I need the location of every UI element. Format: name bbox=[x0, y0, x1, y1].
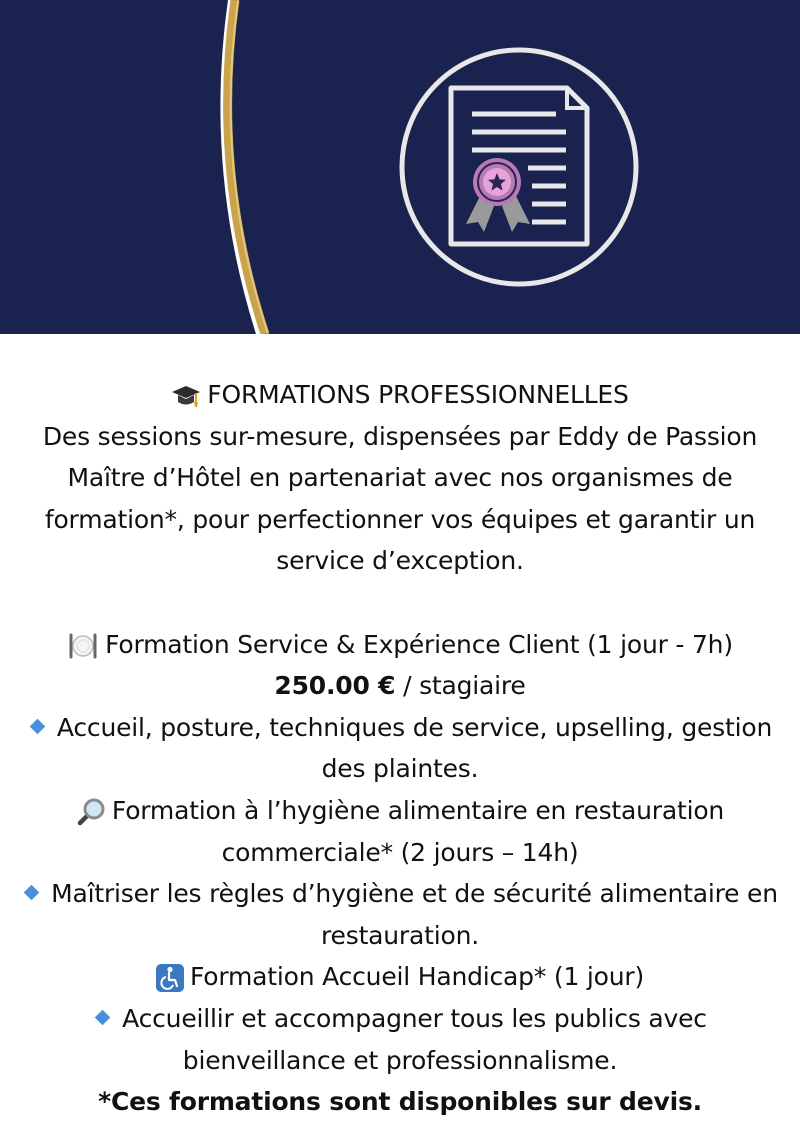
formation-hygiene-title: Formation à l’hygiène alimentaire en restauration bbox=[0, 790, 800, 832]
graduation-cap-icon bbox=[171, 382, 201, 410]
intro-line: Des sessions sur-mesure, dispensées par Eddy de Passion bbox=[42, 421, 758, 451]
diamond-bullet-icon bbox=[24, 885, 40, 901]
bullet-item: Accueillir et accompagner tous les publics avec bbox=[0, 998, 800, 1040]
formation-hygiene-title-continued: commerciale* (2 jours – 14h) bbox=[221, 837, 579, 867]
bullet-item-continued: bienveillance et professionnalisme. bbox=[182, 1045, 618, 1075]
spacer bbox=[0, 582, 800, 624]
bullet-item-continued: restauration. bbox=[321, 920, 479, 950]
bullet-item-continued: des plaintes. bbox=[321, 754, 479, 784]
magnifying-glass-icon bbox=[76, 797, 106, 827]
formation-handicap-title: Formation Accueil Handicap* (1 jour) bbox=[0, 956, 800, 998]
price-line bbox=[0, 665, 800, 707]
footer-note: *Ces formations sont disponibles sur devis. bbox=[98, 1087, 702, 1117]
bullet-item: Accueil, posture, techniques de service, upselling, gestion bbox=[0, 707, 800, 749]
diamond-bullet-icon bbox=[30, 718, 46, 734]
formations-section bbox=[0, 334, 800, 1123]
header-banner bbox=[0, 0, 800, 334]
plate-cutlery-icon bbox=[67, 632, 99, 660]
diamond-bullet-icon bbox=[95, 1010, 111, 1026]
price-value: 250.00 € bbox=[274, 671, 396, 701]
intro-line: Maître d’Hôtel en partenariat avec nos organismes de bbox=[67, 463, 733, 493]
wheelchair-icon bbox=[156, 964, 184, 992]
bullet-item: Maîtriser les règles d’hygiène et de sécurité alimentaire en bbox=[0, 873, 800, 915]
section-title-text: FORMATIONS PROFESSIONNELLES bbox=[207, 380, 629, 409]
formation-service-title: Formation Service & Expérience Client (1 jour - 7h) bbox=[0, 624, 800, 666]
price-unit: / stagiaire bbox=[395, 671, 526, 701]
intro-line: formation*, pour perfectionner vos équipes et garantir un bbox=[44, 504, 756, 534]
intro-line: service d’exception. bbox=[276, 546, 524, 576]
banner-graphic bbox=[0, 0, 800, 334]
section-title bbox=[0, 374, 800, 416]
